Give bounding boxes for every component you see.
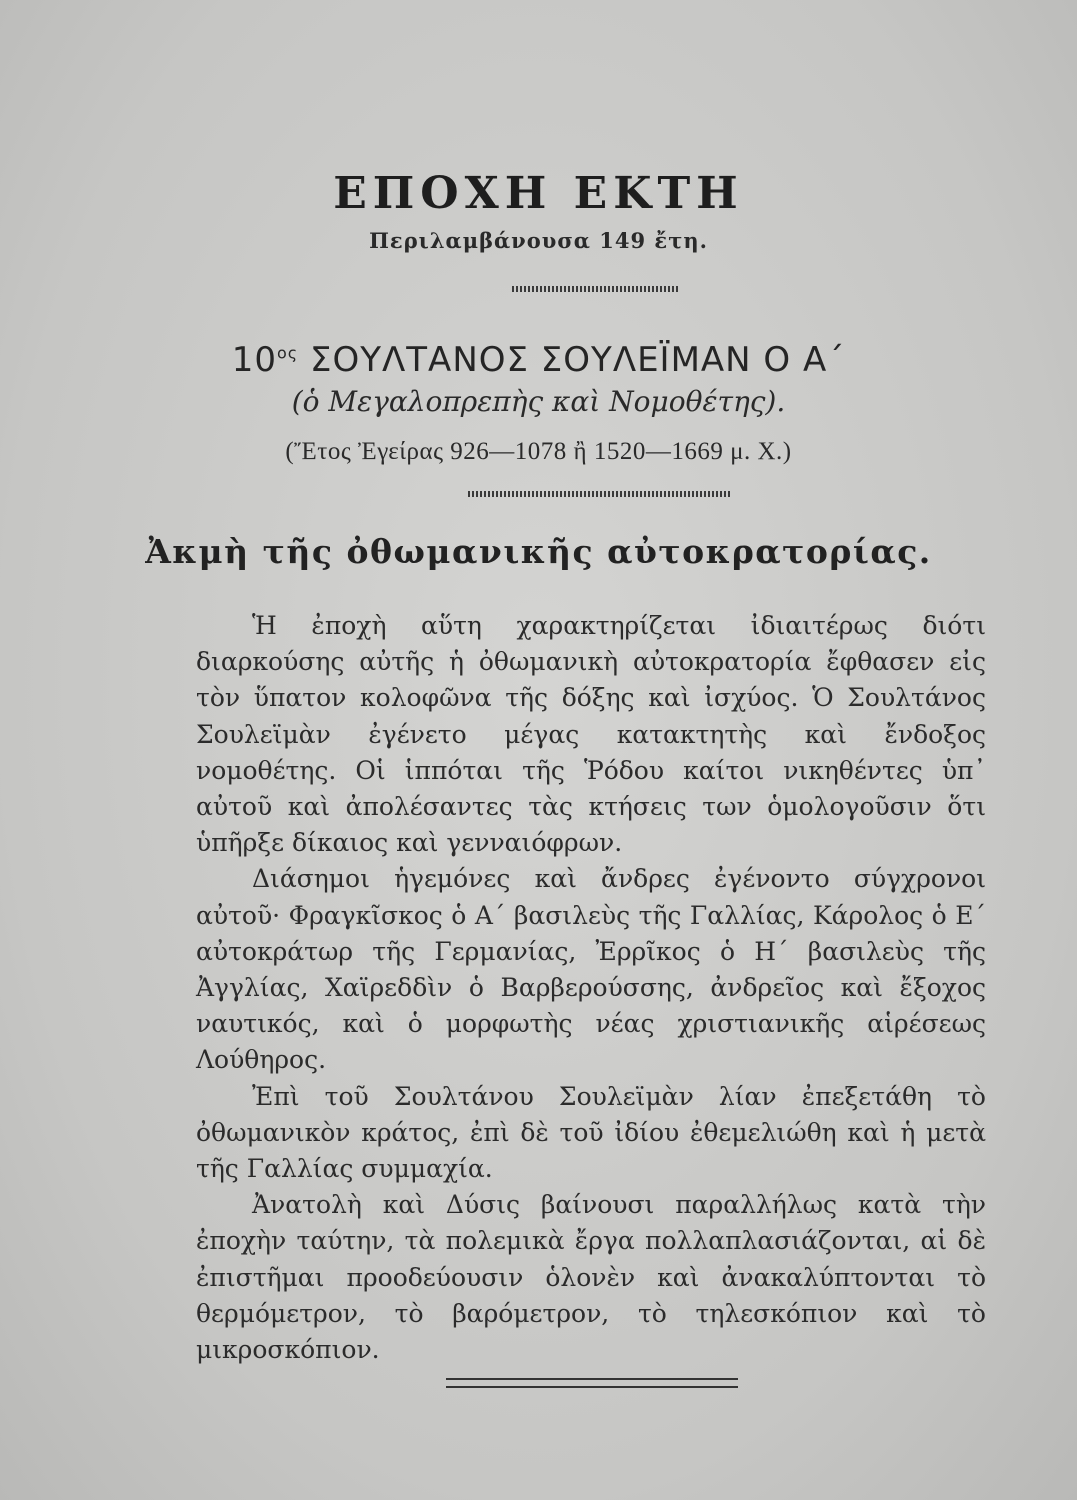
section-heading: Ἀκμὴ τῆς ὀθωμανικῆς αὐτοκρατορίας. [145, 532, 932, 571]
sultan-heading [0, 340, 1077, 380]
ornamental-rule-middle [468, 491, 730, 497]
era-title: ΕΠΟΧΗ ΕΚΤΗ [333, 168, 744, 219]
sultan-ordinal-suffix: ος [277, 343, 299, 363]
reign-years: (Ἔτος Ἐγείρας 926—1078 ἢ 1520—1669 μ. Χ.) [285, 438, 792, 465]
paragraph: Διάσημοι ἡγεμόνες καὶ ἄνδρες ἐγένοντο σύγχρονοι αὐτοῦ· Φραγκῖσκος ὁ Α΄ βασιλεὺς τῆς Γαλλίας, Κάρολος ὁ Ε΄ αὐτοκράτωρ τῆς Γερμανίας, Ἐρρῖκος ὁ Η΄ βασιλεὺς τῆς Ἀγγλίας, Χαϊρεδδὶν ὁ Βαρβερούσσης, ἀνδρεῖος καὶ ἔξοχος ναυτικός, καὶ ὁ μορφωτὴς νέας χριστιανικῆς αἱρέσεως Λούθηρος. [196, 864, 986, 1075]
paragraph: Ἡ ἐποχὴ αὕτη χαρακτηρίζεται ἰδιαιτέρως διότι διαρκούσης αὐτῆς ἡ ὀθωμανικὴ αὐτοκρατορία ἔφθασεν εἰς τὸν ὕπατον κολοφῶνα τῆς δόξης καὶ ἰσχύος. Ὁ Σουλτάνος Σουλεϊμὰν ἐγένετο μέγας κατακτητὴς καὶ ἔνδοξος νομοθέτης. Οἱ ἱππόται τῆς Ῥόδου καίτοι νικηθέντες ὑπ᾽ αὐτοῦ καὶ ἀπολέσαντες τὰς κτήσεις των ὁμολογοῦσιν ὅτι ὑπῆρξε δίκαιος καὶ γενναιόφρων. [196, 611, 986, 858]
double-rule-footer [446, 1378, 738, 1388]
sultan-epithet: (ὁ Μεγαλοπρεπὴς καὶ Νομοθέτης). [291, 385, 786, 418]
era-subtitle: Περιλαμβάνουσα 149 ἔτη. [369, 228, 708, 253]
paragraph: Ἐπὶ τοῦ Σουλτάνου Σουλεϊμὰν λίαν ἐπεξετάθη τὸ ὀθωμανικὸν κράτος, ἐπὶ δὲ τοῦ ἰδίου ἐθεμελιώθη καὶ ἡ μετὰ τῆς Γαλλίας συμμαχία. [196, 1081, 986, 1184]
body-text [196, 608, 986, 1368]
sultan-name: ΣΟΥΛΤΑΝΟΣ ΣΟΥΛΕΪΜΑΝ Ο Α΄ [310, 340, 846, 380]
sultan-ordinal: 10 [231, 340, 278, 380]
ornamental-rule-top [512, 286, 680, 292]
paragraph: Ἀνατολὴ καὶ Δύσις βαίνουσι παραλλήλως κατὰ τὴν ἐποχὴν ταύτην, τὰ πολεμικὰ ἔργα πολλαπλασιάζονται, αἱ δὲ ἐπιστῆμαι προοδεύουσιν ὁλονὲν καὶ ἀνακαλύπτονται τὸ θερμόμετρον, τὸ βαρόμετρον, τὸ τηλεσκόπιον καὶ τὸ μικροσκόπιον. [196, 1190, 986, 1365]
